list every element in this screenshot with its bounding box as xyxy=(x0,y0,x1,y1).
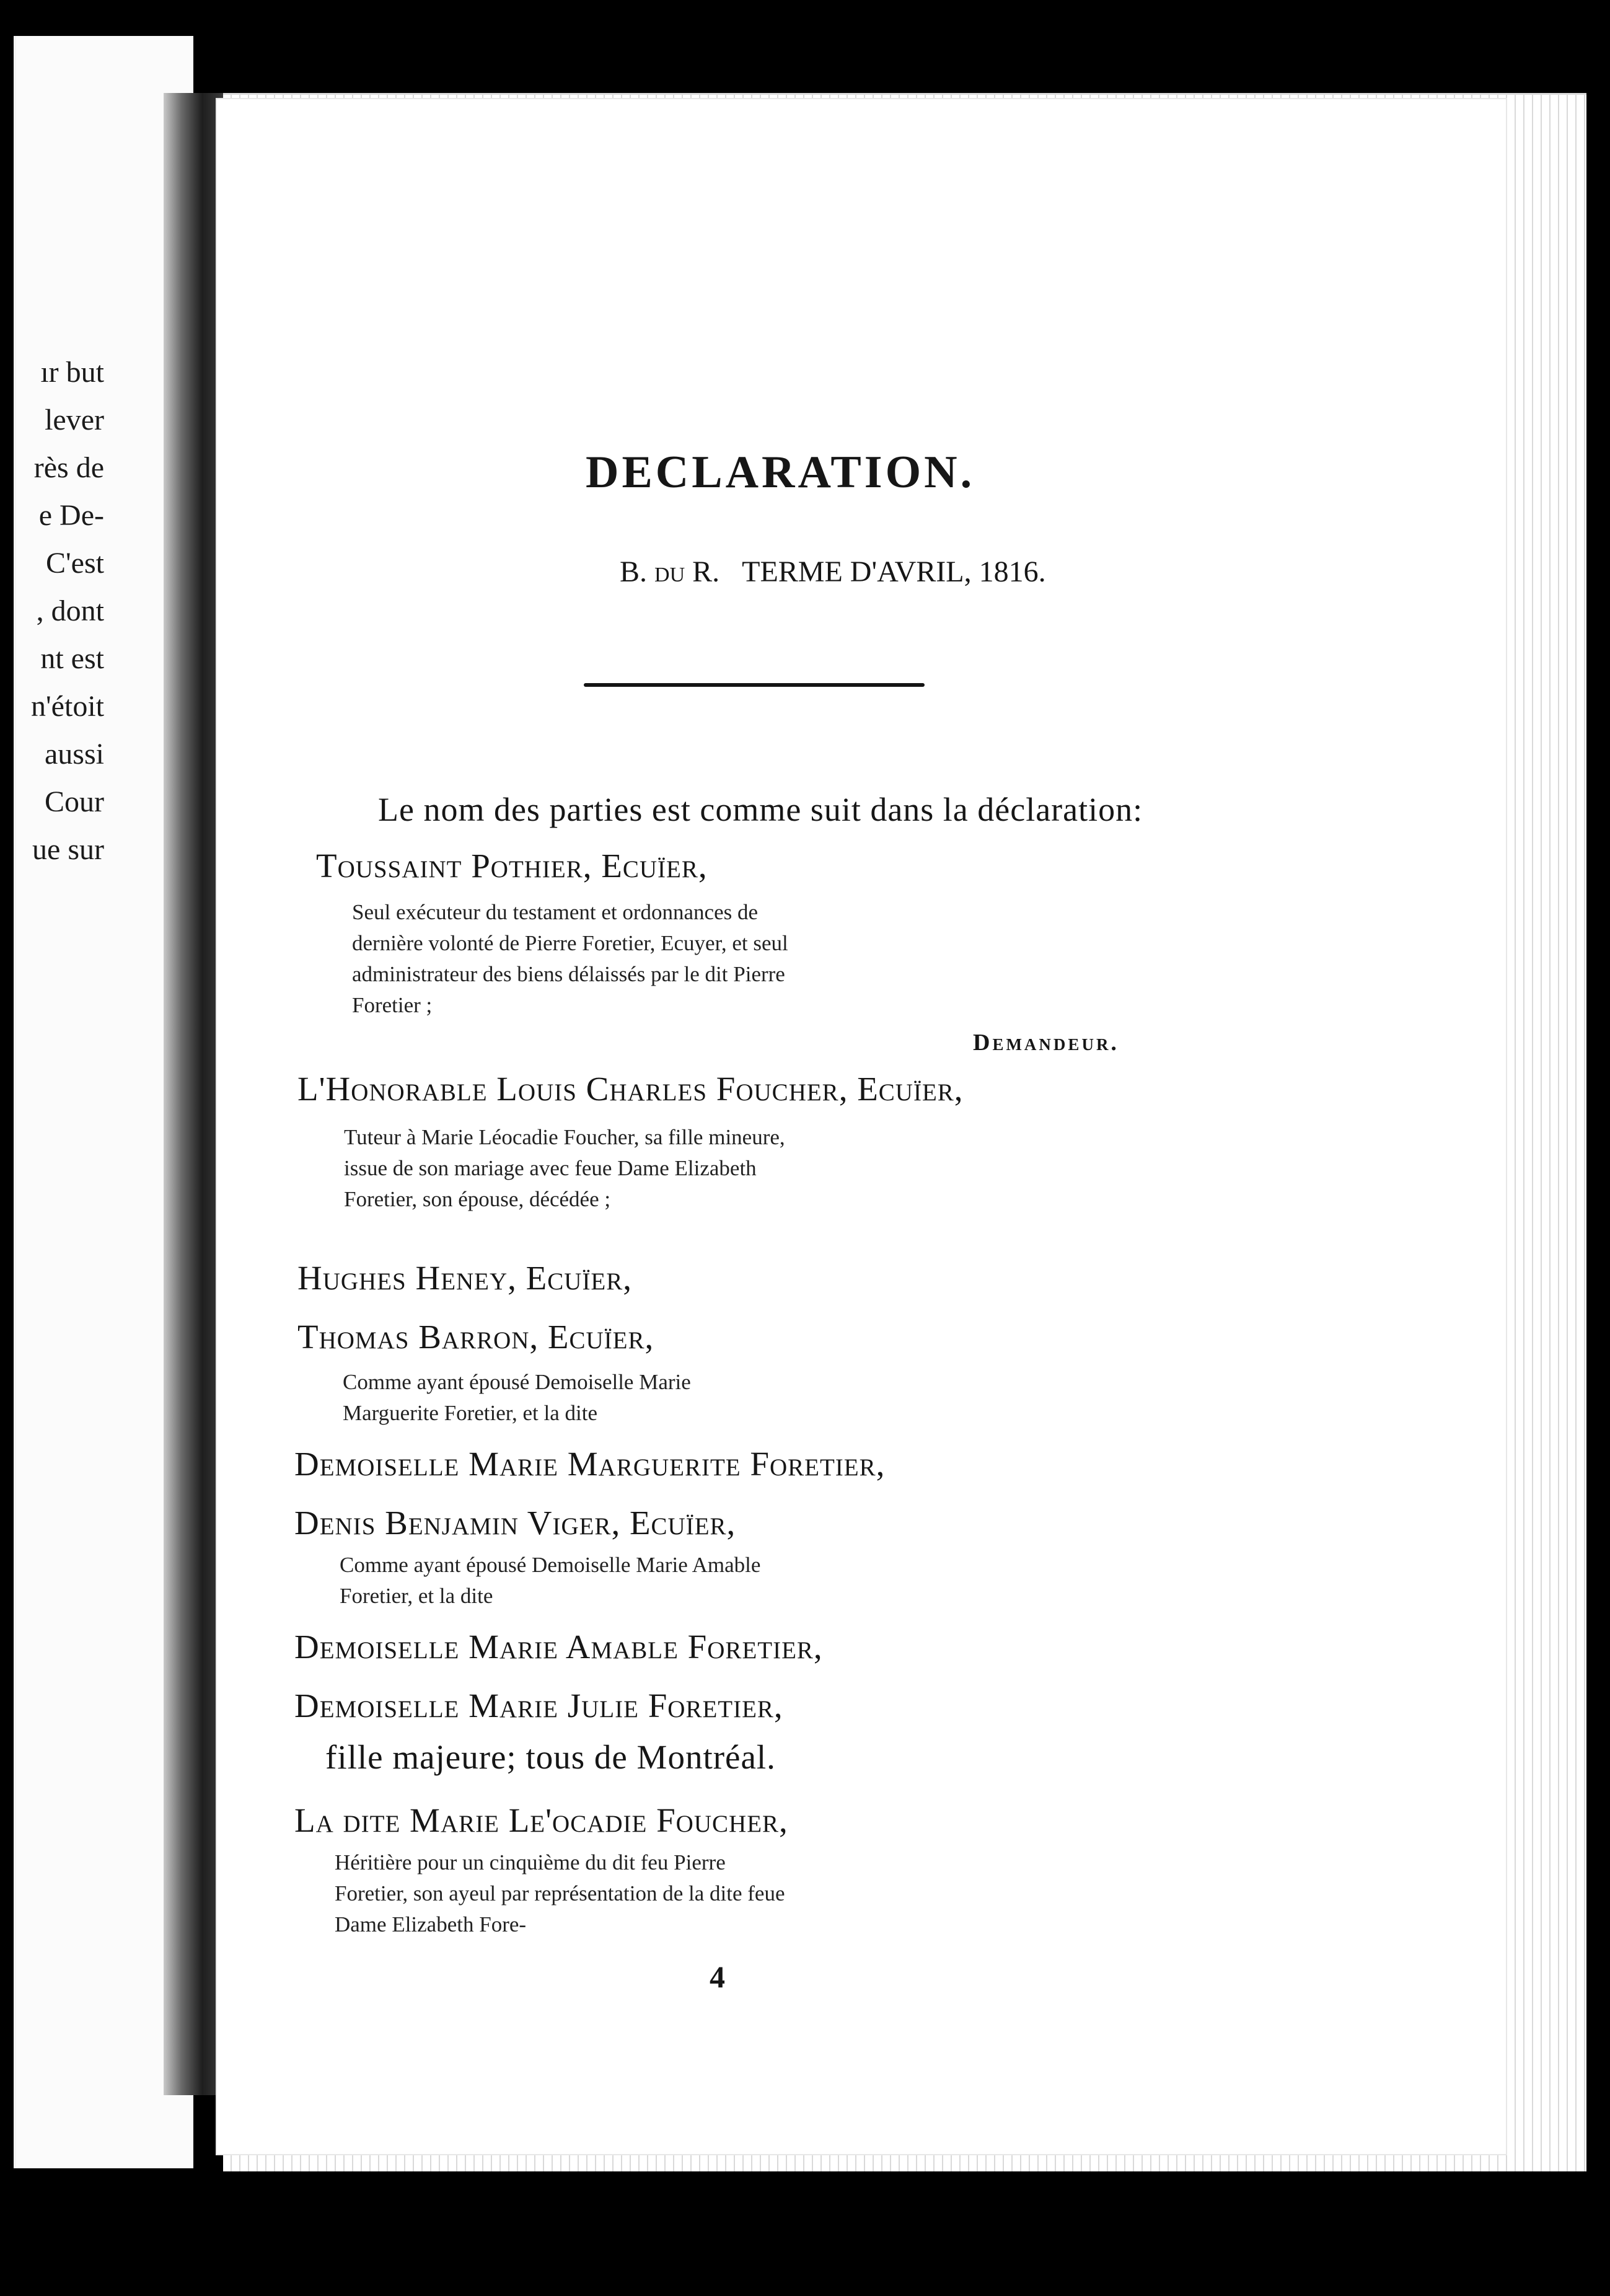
left-page-fragment: Cour xyxy=(45,785,104,818)
party-name: La dite Marie Le'ocadie Foucher, xyxy=(294,1801,788,1839)
intro-line: Le nom des parties est comme suit dans la déclaration: xyxy=(378,791,1143,828)
party-name: Hughes Heney, Ecuïer, xyxy=(297,1259,633,1297)
left-page-fragment: ue sur xyxy=(32,833,104,866)
party-note: Comme ayant épousé Demoiselle Marie Marguerite Foretier, et la dite xyxy=(343,1370,691,1425)
left-page-fragment: aussi xyxy=(45,738,104,770)
page-title: DECLARATION. xyxy=(586,447,975,498)
book-gutter xyxy=(164,93,223,2095)
case-reference xyxy=(620,555,1046,589)
case-reference-r: R. xyxy=(692,555,720,588)
party-name: Thomas Barron, Ecuïer, xyxy=(297,1318,654,1356)
left-page-fragment: lever xyxy=(45,404,104,436)
party-note: Héritière pour un cinquième du dit feu Pierre Foretier, son ayeul par représentation de la dite feue Dame Elizabeth Fore- xyxy=(335,1850,785,1936)
left-page-fragment: ır but xyxy=(40,356,104,389)
party-name: Demoiselle Marie Amable Foretier, xyxy=(294,1628,823,1666)
left-page-fragment: e De- xyxy=(38,499,104,532)
party-note: Seul exécuteur du testament et ordonnances de dernière volonté de Pierre Foretier, Ecuyer, et seul administrateur des biens délaissés par le dit Pierre Foretier ; xyxy=(352,900,788,1017)
court-term: TERME D'AVRIL, 1816. xyxy=(742,555,1046,588)
case-reference-b: B. xyxy=(620,555,648,588)
party-name: Demoiselle Marie Julie Foretier, xyxy=(294,1687,783,1724)
left-page-fragment: rès de xyxy=(33,451,104,484)
left-page-fragment: n'étoit xyxy=(31,690,104,723)
left-page-fragment: nt est xyxy=(40,642,104,675)
party-name: Toussaint Pothier, Ecuïer, xyxy=(316,847,708,885)
party-name: L'Honorable Louis Charles Foucher, Ecuïer, xyxy=(297,1070,964,1108)
left-page-fragment: , dont xyxy=(36,594,104,627)
title-rule xyxy=(584,683,925,687)
page-number: 4 xyxy=(710,1959,725,1994)
party-continuation: fille majeure; tous de Montréal. xyxy=(325,1738,776,1776)
party-note: Tuteur à Marie Léocadie Foucher, sa fille mineure, issue de son mariage avec feue Dame Elizabeth Foretier, son épouse, décédée ; xyxy=(344,1125,785,1211)
party-name: Denis Benjamin Viger, Ecuïer, xyxy=(294,1504,736,1542)
left-page-fragment: C'est xyxy=(46,547,104,580)
party-name: Demoiselle Marie Marguerite Foretier, xyxy=(294,1445,886,1483)
party-note: Comme ayant épousé Demoiselle Marie Amable Foretier, et la dite xyxy=(340,1553,761,1608)
role-label: Demandeur. xyxy=(973,1030,1119,1056)
case-reference-du: DU xyxy=(654,563,685,586)
document-page xyxy=(217,99,1506,2154)
